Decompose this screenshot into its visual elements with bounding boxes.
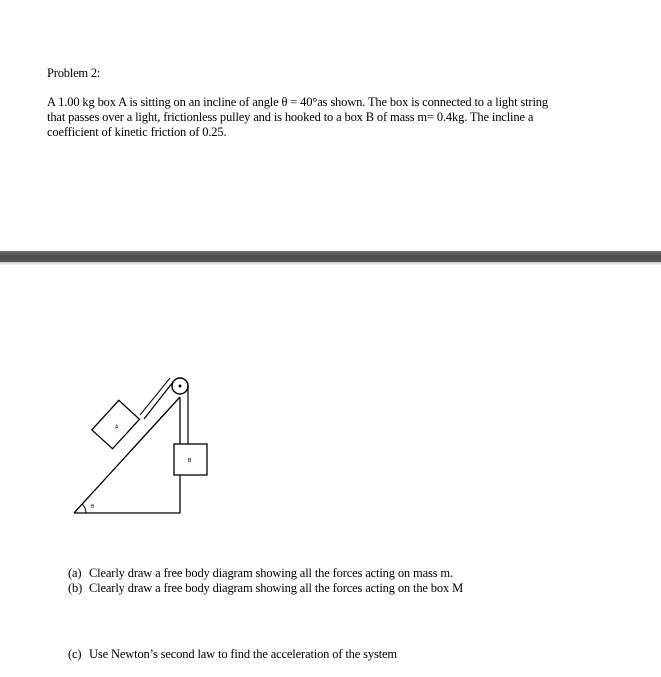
box-b-label: B [188,458,192,464]
box-a-label: A [115,424,119,431]
pulley-axle [179,385,182,388]
question-a [68,566,453,581]
page-divider [0,251,661,262]
problem-statement [47,95,612,140]
string-incline-2 [140,378,170,415]
statement-line-3: coefficient of kinetic friction of 0.25. [47,125,227,139]
statement-line-1: A 1.00 kg box A is sitting on an incline of angle θ = 40°as shown. The box is connected to a light string [47,95,548,109]
angle-label: θ [91,504,95,510]
question-c-text: Use Newton’s second law to find the acceleration of the system [89,647,397,661]
problem-title: Problem 2: [47,66,101,80]
box-a [92,400,140,448]
string-incline [144,382,173,419]
question-a-text: Clearly draw a free body diagram showing all the forces acting on mass m. [89,566,453,580]
question-b-text: Clearly draw a free body diagram showing all the forces acting on the box M [89,581,464,595]
incline-pulley-diagram [60,345,250,520]
angle-arc [82,504,86,513]
question-c [68,647,397,662]
statement-line-2: that passes over a light, frictionless pulley and is hooked to a box B of mass m= 0.4kg. The incline a [47,110,534,124]
question-c-label: (c) [68,647,82,661]
question-a-label: (a) [68,566,82,580]
question-b [68,581,463,596]
question-b-label: (b) [68,581,83,595]
